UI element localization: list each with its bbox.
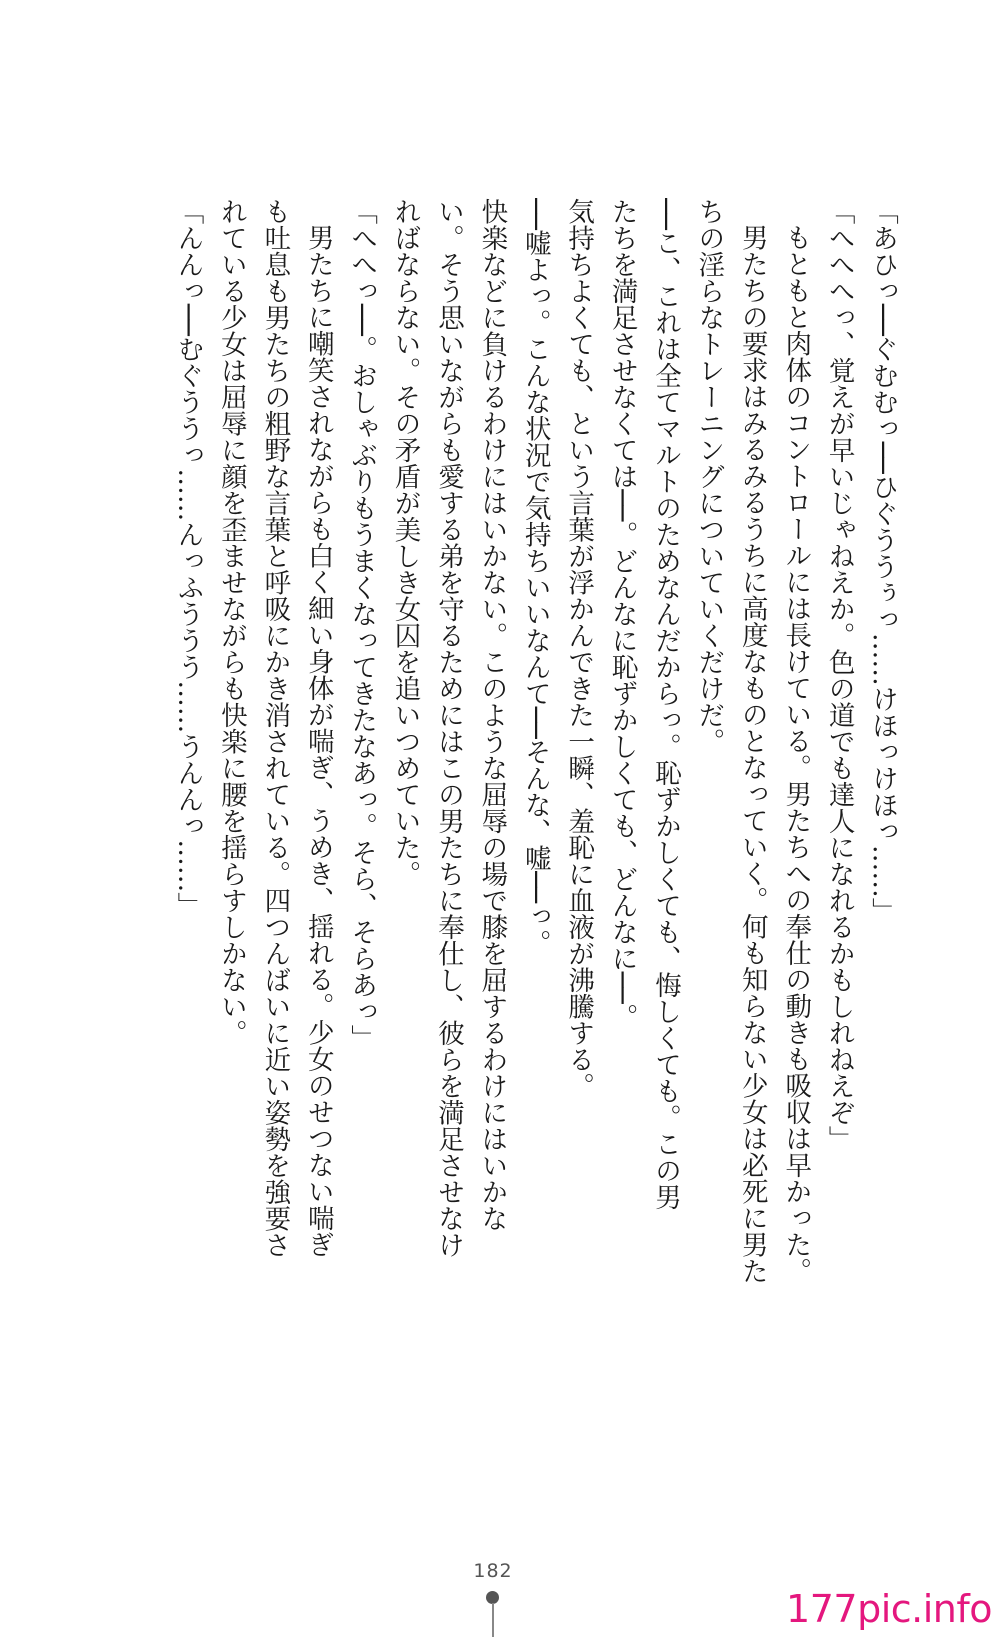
- text-line-10: 快楽などに負けるわけにはいかない。このような屈辱の場で膝を屈するわけにはいかな: [476, 198, 508, 1232]
- text-line-7: たちを満足させなくては──。どんなに恥ずかしくても、どんなに──。: [606, 198, 638, 1031]
- text-line-1: 「あひっ──ぐむむっ──ひぐううぅっ……けほっけほっ……」: [867, 198, 898, 925]
- page-marker-icon: [486, 1591, 500, 1637]
- vertical-text-body: [104, 198, 904, 1318]
- page-marker-stem: [492, 1603, 494, 1637]
- text-line-12: ればならない。その矛盾が美しき女囚を追いつめていた。: [389, 198, 421, 887]
- page-number: 182: [473, 1560, 513, 1582]
- text-line-6: ──こ、これは全てマルトのためなんだからっ。恥ずかしくても、悔しくても。この男: [649, 198, 681, 1211]
- text-line-15: も吐息も男たちの粗野な言葉と呼吸にかき消されている。四つんばいに近い姿勢を強要さ: [259, 198, 291, 1258]
- text-line-8: 気持ちよくても、という言葉が浮かんできた一瞬、羞恥に血液が沸騰する。: [563, 198, 595, 1099]
- text-line-3: もともと肉体のコントロールには長けている。男たちへの奉仕の動きも吸収は早かった。: [780, 224, 812, 1284]
- text-line-17: 「んんっ──むぐううっ……んっふううう……うんんっ……」: [172, 198, 204, 919]
- text-line-9: ──嘘よっ。こんな状況で気持ちいいなんて──そんな、嘘──っ。: [519, 198, 551, 957]
- text-line-4: 男たちの要求はみるみるうちに高度なものとなっていく。何も知らない少女は必死に男た: [736, 224, 768, 1284]
- text-line-14: 男たちに嘲笑されながらも白く細い身体が喘ぎ、うめき、揺れる。少女のせつない喘ぎ: [302, 224, 334, 1258]
- text-line-11: い。そう思いながらも愛する弟を守るためにはこの男たちに奉仕し、彼らを満足させなけ: [432, 198, 464, 1258]
- text-line-2: 「へへへっ、覚えが早いじゃねえか。色の道でも達人になれるかもしれねえぞ」: [823, 198, 855, 1152]
- text-line-13: 「へへっ──。おしゃぶりもうまくなってきたなあっ。そら、そらあっ」: [346, 198, 378, 1052]
- watermark-text: 177pic.info: [786, 1587, 992, 1631]
- text-line-5: ちの淫らなトレーニングについていくだけだ。: [693, 198, 725, 755]
- text-line-16: れている少女は屈辱に顔を歪ませながらも快楽に腰を揺らすしかない。: [215, 198, 247, 1046]
